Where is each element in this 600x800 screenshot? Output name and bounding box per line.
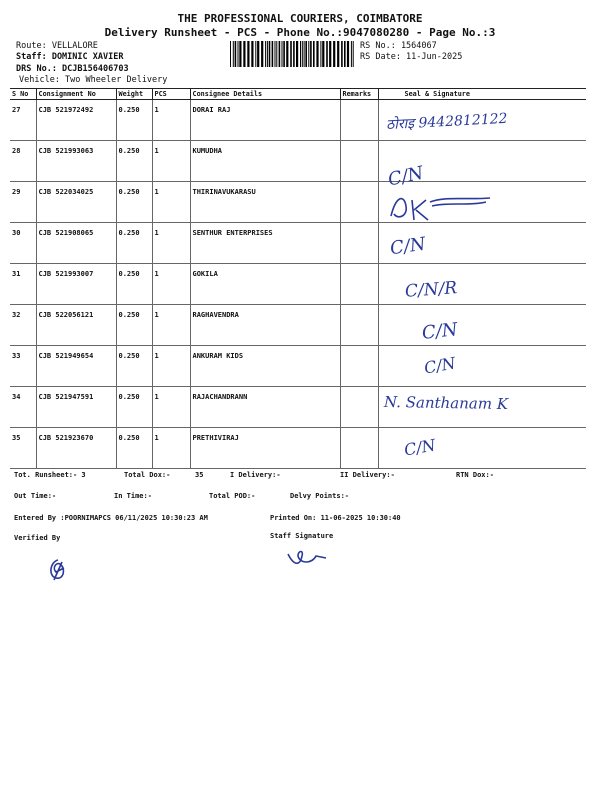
signature-row-31: C/N/R bbox=[404, 278, 458, 302]
staff-name: Staff: DOMINIC XAVIER bbox=[16, 52, 124, 62]
barcode-bar bbox=[322, 41, 324, 67]
table-row bbox=[10, 264, 586, 305]
barcode-bar bbox=[296, 41, 298, 67]
barcode-bar bbox=[305, 41, 307, 67]
signature-row-27: ठोराइ 9442812122 bbox=[385, 110, 508, 134]
cell-remarks bbox=[340, 387, 378, 428]
barcode bbox=[230, 41, 354, 67]
total-dox-label: Total Dox:- bbox=[124, 471, 171, 479]
barcode-bar bbox=[283, 41, 285, 67]
cell-consignment-no: CJB 521947591 bbox=[36, 387, 116, 428]
barcode-bar bbox=[247, 41, 249, 67]
cell-remarks bbox=[340, 305, 378, 346]
barcode-bar bbox=[333, 41, 335, 67]
runsheet-subtitle: Delivery Runsheet - PCS - Phone No.:9047080280 - Page No.:3 bbox=[104, 26, 496, 39]
col-remarks: Remarks bbox=[340, 89, 378, 100]
cell-pcs: 1 bbox=[152, 223, 190, 264]
cell-seal-signature bbox=[378, 141, 586, 182]
cell-consignee: ANKURAM KIDS bbox=[190, 346, 340, 387]
col-weight: Weight bbox=[116, 89, 152, 100]
barcode-bar bbox=[304, 41, 305, 67]
cell-sno: 29 bbox=[10, 182, 36, 223]
cell-sno: 32 bbox=[10, 305, 36, 346]
signature-row-32: C/N bbox=[420, 319, 459, 344]
barcode-bar bbox=[353, 41, 354, 67]
cell-consignee: RAJACHANDRANN bbox=[190, 387, 340, 428]
barcode-bar bbox=[290, 41, 292, 67]
barcode-bar bbox=[235, 41, 237, 67]
cell-consignee: DORAI RAJ bbox=[190, 100, 340, 141]
cell-pcs: 1 bbox=[152, 182, 190, 223]
cell-weight: 0.250 bbox=[116, 428, 152, 469]
cell-pcs: 1 bbox=[152, 141, 190, 182]
barcode-bar bbox=[344, 41, 346, 67]
barcode-bar bbox=[261, 41, 263, 67]
delvy-points: Delvy Points:- bbox=[290, 492, 350, 500]
barcode-bar bbox=[279, 41, 281, 67]
cell-pcs: 1 bbox=[152, 305, 190, 346]
staff-signature-mark bbox=[286, 546, 332, 568]
verified-by: Verified By bbox=[14, 534, 61, 542]
col-sno: S No bbox=[10, 89, 36, 100]
cell-weight: 0.250 bbox=[116, 141, 152, 182]
cell-pcs: 1 bbox=[152, 264, 190, 305]
rtn-dox: RTN Dox:- bbox=[456, 471, 494, 479]
cell-consignee: RAGHAVENDRA bbox=[190, 305, 340, 346]
table-row bbox=[10, 387, 586, 428]
cell-consignment-no: CJB 522056121 bbox=[36, 305, 116, 346]
barcode-bar bbox=[310, 41, 312, 67]
in-time: In Time:- bbox=[114, 492, 152, 500]
cell-remarks bbox=[340, 264, 378, 305]
signature-row-33: C/N bbox=[422, 353, 458, 378]
barcode-bar bbox=[251, 41, 253, 67]
cell-sno: 34 bbox=[10, 387, 36, 428]
barcode-bar bbox=[230, 41, 231, 67]
barcode-bar bbox=[255, 41, 256, 67]
cell-pcs: 1 bbox=[152, 428, 190, 469]
barcode-bar bbox=[269, 41, 271, 67]
cell-consignment-no: CJB 521993063 bbox=[36, 141, 116, 182]
entered-by: Entered By :POORNIMAPCS 06/11/2025 10:30:23 AM bbox=[14, 514, 208, 522]
cell-consignment-no: CJB 521949654 bbox=[36, 346, 116, 387]
cell-consignee: KUMUDHA bbox=[190, 141, 340, 182]
barcode-bar bbox=[293, 41, 295, 67]
cell-seal-signature bbox=[378, 182, 586, 223]
cell-weight: 0.250 bbox=[116, 387, 152, 428]
cell-seal-signature bbox=[378, 428, 586, 469]
signature-row-34: N. Santhanam K bbox=[383, 392, 509, 414]
company-title: THE PROFESSIONAL COURIERS, COIMBATORE bbox=[177, 12, 423, 25]
cell-seal-signature bbox=[378, 223, 586, 264]
barcode-bar bbox=[300, 41, 301, 67]
barcode-bar bbox=[313, 41, 315, 67]
barcode-bar bbox=[320, 41, 321, 67]
cell-weight: 0.250 bbox=[116, 305, 152, 346]
cell-remarks bbox=[340, 346, 378, 387]
signature-row-29-cn: C/N bbox=[386, 162, 426, 191]
barcode-bar bbox=[275, 41, 276, 67]
barcode-bar bbox=[337, 41, 339, 67]
vehicle: Vehicle: Two Wheeler Delivery bbox=[19, 75, 168, 85]
cell-consignment-no: CJB 522034025 bbox=[36, 182, 116, 223]
cell-weight: 0.250 bbox=[116, 223, 152, 264]
barcode-bar bbox=[267, 41, 268, 67]
cell-consignment-no: CJB 521993007 bbox=[36, 264, 116, 305]
drs-number: DRS No.: DCJB156406703 bbox=[16, 64, 129, 74]
table-row bbox=[10, 141, 586, 182]
signature-row-35: C/N bbox=[402, 435, 438, 460]
ii-delivery: II Delivery:- bbox=[340, 471, 395, 479]
barcode-bar bbox=[302, 41, 303, 67]
cell-seal-signature bbox=[378, 100, 586, 141]
cell-pcs: 1 bbox=[152, 346, 190, 387]
cell-sno: 33 bbox=[10, 346, 36, 387]
out-time: Out Time:- bbox=[14, 492, 57, 500]
barcode-bar bbox=[239, 41, 241, 67]
tot-runsheet: Tot. Runsheet:- 3 bbox=[14, 471, 86, 479]
runsheet-table bbox=[10, 88, 586, 469]
cell-sno: 28 bbox=[10, 141, 36, 182]
route: Route: VELLALORE bbox=[16, 41, 98, 51]
cell-remarks bbox=[340, 223, 378, 264]
table-row bbox=[10, 100, 586, 141]
cell-consignment-no: CJB 521972492 bbox=[36, 100, 116, 141]
barcode-bar bbox=[265, 41, 266, 67]
total-dox-value: 35 bbox=[195, 471, 204, 479]
cell-remarks bbox=[340, 182, 378, 223]
cell-remarks bbox=[340, 100, 378, 141]
cell-pcs: 1 bbox=[152, 387, 190, 428]
cell-sno: 35 bbox=[10, 428, 36, 469]
barcode-bar bbox=[326, 41, 328, 67]
cell-seal-signature bbox=[378, 305, 586, 346]
verifier-signature-icon bbox=[44, 556, 72, 584]
cell-consignee: SENTHUR ENTERPRISES bbox=[190, 223, 340, 264]
signature-row-30: C/N bbox=[388, 233, 427, 260]
cell-weight: 0.250 bbox=[116, 100, 152, 141]
cell-pcs: 1 bbox=[152, 100, 190, 141]
barcode-bar bbox=[243, 41, 245, 67]
table-row bbox=[10, 428, 586, 469]
cell-sno: 31 bbox=[10, 264, 36, 305]
barcode-bar bbox=[341, 41, 343, 67]
cell-weight: 0.250 bbox=[116, 264, 152, 305]
staff-signature-label: Staff Signature bbox=[270, 532, 334, 540]
barcode-bar bbox=[276, 41, 277, 67]
cell-weight: 0.250 bbox=[116, 346, 152, 387]
table-row bbox=[10, 223, 586, 264]
printed-on: Printed On: 11-06-2025 10:30:40 bbox=[270, 514, 401, 522]
cell-seal-signature bbox=[378, 387, 586, 428]
cell-remarks bbox=[340, 141, 378, 182]
barcode-bar bbox=[316, 41, 318, 67]
barcode-bar bbox=[282, 41, 283, 67]
cell-remarks bbox=[340, 428, 378, 469]
cell-seal-signature bbox=[378, 264, 586, 305]
col-pcs: PCS bbox=[152, 89, 190, 100]
table-row bbox=[10, 305, 586, 346]
barcode-bar bbox=[233, 41, 234, 67]
barcode-bar bbox=[257, 41, 259, 67]
barcode-bar bbox=[351, 41, 352, 67]
col-consignment: Consignment No bbox=[36, 89, 116, 100]
table-row bbox=[10, 346, 586, 387]
barcode-bar bbox=[347, 41, 349, 67]
barcode-bar bbox=[286, 41, 288, 67]
cell-consignee: PRETHIVIRAJ bbox=[190, 428, 340, 469]
cell-seal-signature bbox=[378, 346, 586, 387]
cell-consignment-no: CJB 521908065 bbox=[36, 223, 116, 264]
barcode-bar bbox=[329, 41, 331, 67]
cell-sno: 27 bbox=[10, 100, 36, 141]
i-delivery: I Delivery:- bbox=[230, 471, 281, 479]
rs-date: RS Date: 11-Jun-2025 bbox=[360, 52, 463, 62]
cell-consignee: THIRINAVUKARASU bbox=[190, 182, 340, 223]
cell-consignment-no: CJB 521923670 bbox=[36, 428, 116, 469]
barcode-bar bbox=[308, 41, 309, 67]
table-header-row bbox=[10, 89, 586, 100]
rs-number: RS No.: 1564067 bbox=[360, 41, 437, 51]
barcode-bar bbox=[238, 41, 239, 67]
col-consignee: Consignee Details bbox=[190, 89, 340, 100]
total-pod: Total POD:- bbox=[209, 492, 256, 500]
barcode-bar bbox=[272, 41, 274, 67]
cell-weight: 0.250 bbox=[116, 182, 152, 223]
table-row bbox=[10, 182, 586, 223]
col-seal-signature: Seal & Signature bbox=[378, 89, 586, 100]
cell-sno: 30 bbox=[10, 223, 36, 264]
cell-consignee: GOKILA bbox=[190, 264, 340, 305]
